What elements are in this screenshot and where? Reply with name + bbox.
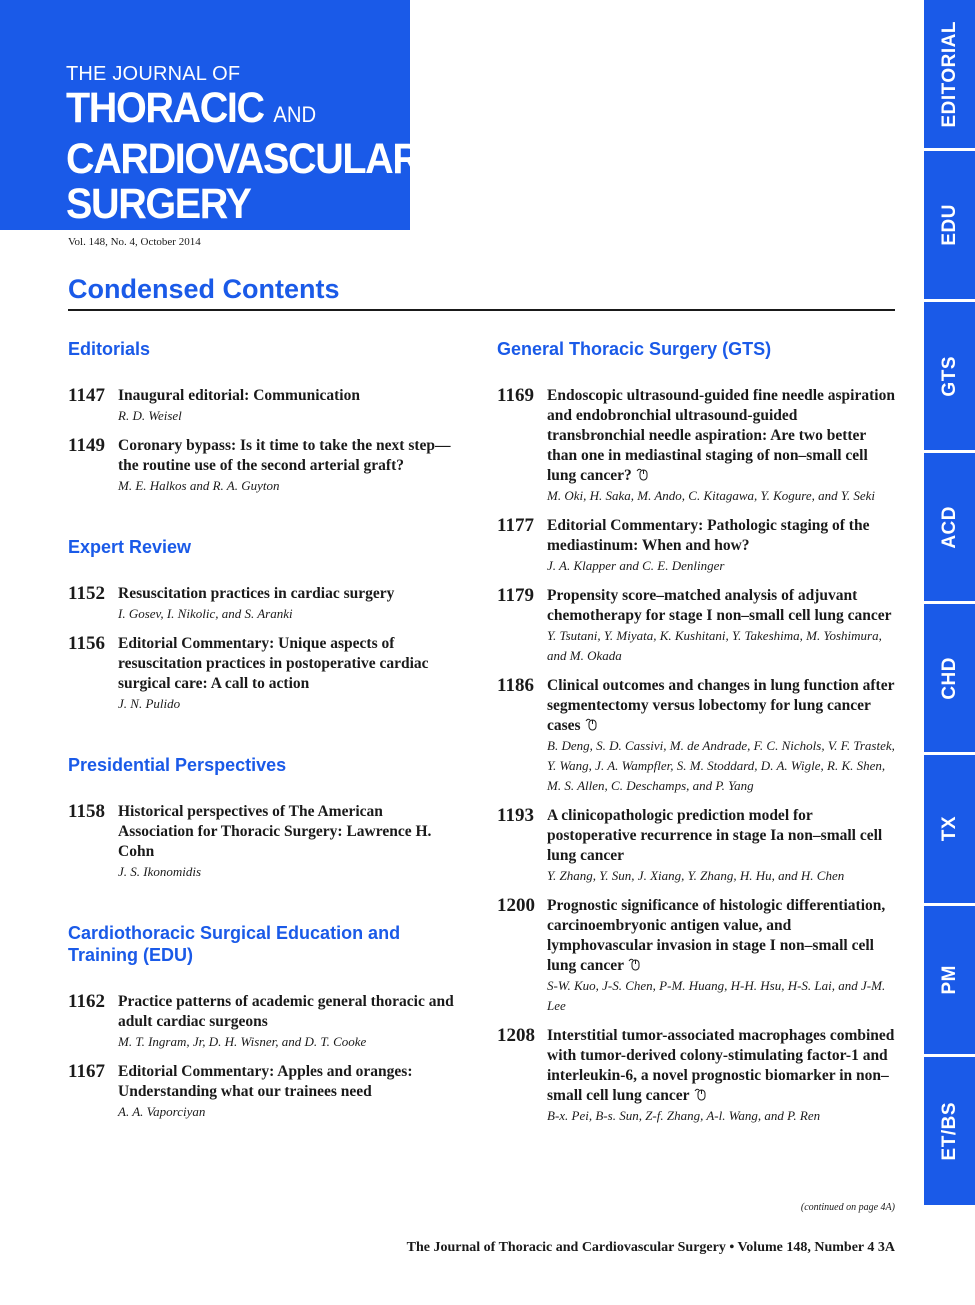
page-number: 1169 [497,385,534,406]
page-number: 1162 [68,991,105,1012]
masthead-surgery: SURGERY [66,180,251,228]
continued-note: (continued on page 4A) [800,1202,895,1213]
article-title[interactable]: Practice patterns of academic general thoracic and adult cardiac surgeons [118,993,454,1030]
article-authors: J. A. Klapper and C. E. Denlinger [547,558,725,573]
toc-entry[interactable] [497,516,897,576]
section-heading: Editorials [68,339,151,359]
page-number: 1186 [497,675,534,696]
toc-entry[interactable] [68,992,458,1052]
article-authors: S-W. Kuo, J-S. Chen, P-M. Huang, H-H. Hsu, H-S. Lai, and J-M. Lee [547,978,886,1013]
section-heading: General Thoracic Surgery (GTS) [497,339,772,359]
article-title[interactable]: Inaugural editorial: Communication [118,387,360,404]
page-number: 1177 [497,515,534,536]
page-number: 1179 [497,585,534,606]
page-number: 1156 [68,633,105,654]
section-tab-label: EDU [938,204,960,246]
section-tab-label: PM [938,965,960,995]
toc-entry[interactable] [497,586,897,666]
section-heading: Expert Review [68,537,192,557]
article-authors: B-x. Pei, B-s. Sun, Z-f. Zhang, A-l. Wang, and P. Ren [547,1108,821,1123]
article-title[interactable]: Editorial Commentary: Pathologic staging of the mediastinum: When and how? [547,517,870,554]
section-tab-label: TX [938,816,960,842]
article-authors: M. T. Ingram, Jr, D. H. Wisner, and D. T. Cooke [118,1034,367,1049]
journal-masthead [0,0,420,230]
left-column [68,338,458,1132]
page-title: Condensed Contents [68,274,895,311]
page-number: 1200 [497,895,535,916]
toc-entry[interactable] [497,676,897,796]
section-tab-etbs[interactable] [924,1057,975,1205]
article-title[interactable]: Coronary bypass: Is it time to take the next step—the routine use of the second arterial graft? [118,437,451,474]
section-tab-label: EDITORIAL [938,20,960,128]
section-tab-chd[interactable] [924,604,975,752]
section-tab-pm[interactable] [924,906,975,1054]
toc-entry[interactable] [497,806,897,886]
toc-entry[interactable] [497,386,897,506]
toc-entry[interactable] [68,386,458,426]
article-title[interactable]: Interstitial tumor-associated macrophages combined with tumor-derived colony-stimulating factor-1 and interleukin-6, a novel prognostic biomarker in non–small cell lung cancer [547,1027,895,1104]
masthead-line1: THE JOURNAL OF [66,63,241,85]
article-authors: J. N. Pulido [118,696,181,711]
mouse-icon [628,958,642,971]
toc-entry[interactable] [68,584,458,624]
article-title[interactable]: Endoscopic ultrasound-guided fine needle aspiration and endobronchial ultrasound-guided transbronchial needle aspiration: Are two better than one in mediastinal staging of non–small cell lung cancer? [547,387,895,484]
toc-entry[interactable] [497,896,897,1016]
issue-info: Vol. 148, No. 4, October 2014 [68,236,201,248]
section-heading: Presidential Perspectives [68,755,287,775]
page-number: 1158 [68,801,105,822]
mouse-icon [636,468,650,481]
masthead-thoracic: THORACIC AND [66,84,317,132]
page-number: 1167 [68,1061,105,1082]
mouse-icon [585,718,599,731]
section-heading: Cardiothoracic Surgical Education and Training (EDU) [68,923,401,965]
toc-entry[interactable] [68,436,458,496]
article-title[interactable]: Editorial Commentary: Apples and oranges: Understanding what our trainees need [118,1063,413,1100]
article-title[interactable]: Historical perspectives of The American Association for Thoracic Surgery: Lawrence H. Cohn [118,803,432,860]
page-number: 1149 [68,435,105,456]
toc-entry[interactable] [68,802,458,882]
section-tab-label: ACD [938,505,960,549]
article-authors: B. Deng, S. D. Cassivi, M. de Andrade, F. C. Nichols, V. F. Trastek, Y. Wang, J. A. Wampfler, S. M. Stoddard, D. A. Wigle, R. K. Shen, M. S. Allen, C. Deschamps, and P. Yang [547,738,895,793]
page-number: 1208 [497,1025,535,1046]
article-title[interactable]: Resuscitation practices in cardiac surgery [118,585,395,602]
section-tab-edu[interactable] [924,151,975,299]
article-authors: A. A. Vaporciyan [118,1104,206,1119]
article-authors: I. Gosev, I. Nikolic, and S. Aranki [118,606,293,621]
section-tab-label: GTS [938,355,960,397]
page-number: 1193 [497,805,534,826]
page-number: 1147 [68,385,105,406]
masthead-cardiovascular: CARDIOVASCULAR [66,135,420,183]
right-column [497,338,897,1136]
page-footer: The Journal of Thoracic and Cardiovascular Surgery • Volume 148, Number 4 3A [406,1240,895,1255]
page-number: 1152 [68,583,105,604]
article-title[interactable]: Editorial Commentary: Unique aspects of resuscitation practices in postoperative cardiac surgical care: A call to action [118,635,429,692]
article-authors: R. D. Weisel [118,408,182,423]
article-authors: M. Oki, H. Saka, M. Ando, C. Kitagawa, Y. Kogure, and Y. Seki [547,488,876,503]
article-authors: J. S. Ikonomidis [118,864,202,879]
mouse-icon [694,1088,708,1101]
article-title[interactable]: Prognostic significance of histologic differentiation, carcinoembryonic antigen value, and lymphovascular invasion in stage I non–small cell lung cancer [547,897,886,974]
section-tab-tx[interactable] [924,755,975,903]
toc-entry[interactable] [68,634,458,714]
toc-entry[interactable] [68,1062,458,1122]
section-tab-acd[interactable] [924,453,975,601]
section-tab-gts[interactable] [924,302,975,450]
section-tab-label: CHD [938,656,960,700]
article-authors: M. E. Halkos and R. A. Guyton [118,478,280,493]
toc-entry[interactable] [497,1026,897,1126]
section-tab-label: ET/BS [938,1101,960,1161]
article-title[interactable]: Clinical outcomes and changes in lung function after segmentectomy versus lobectomy for lung cancer cases [547,677,895,734]
section-tab-editorial[interactable] [924,0,975,148]
article-authors: Y. Zhang, Y. Sun, J. Xiang, Y. Zhang, H. Hu, and H. Chen [547,868,845,883]
section-tabs-sidebar [924,0,975,1208]
article-title[interactable]: A clinicopathologic prediction model for postoperative recurrence in stage Ia non–small cell lung cancer [547,807,883,864]
article-authors: Y. Tsutani, Y. Miyata, K. Kushitani, Y. Takeshima, M. Yoshimura, and M. Okada [547,628,882,663]
article-title[interactable]: Propensity score–matched analysis of adjuvant chemotherapy for stage I non–small cell lung cancer [547,587,892,624]
